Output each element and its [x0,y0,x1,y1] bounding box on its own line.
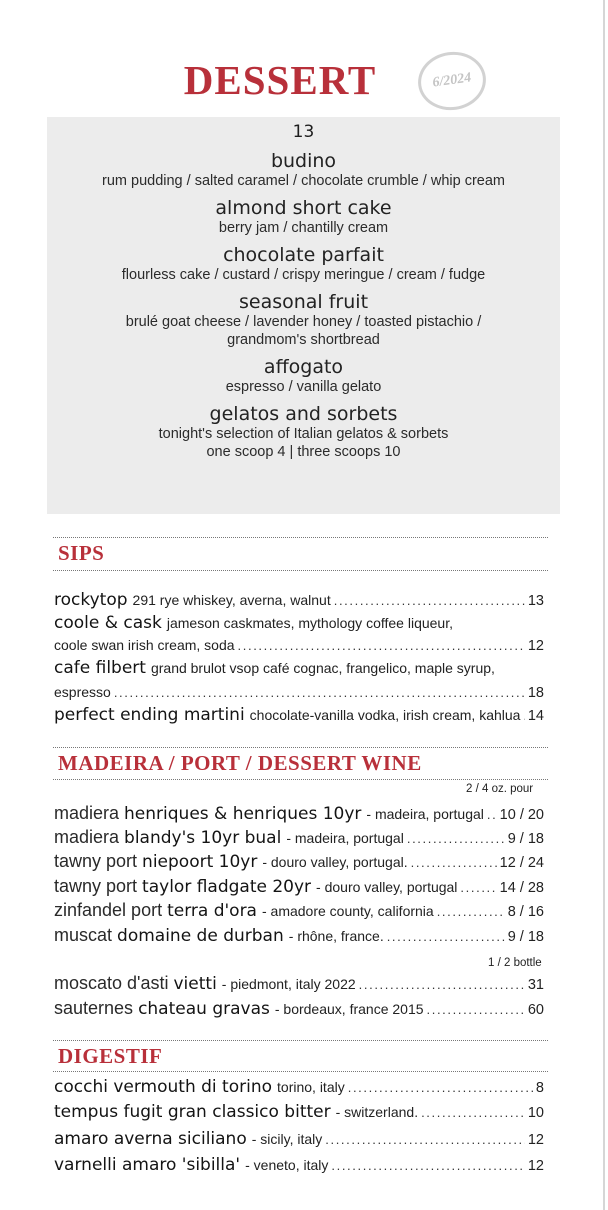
wine-price: 9 / 18 [507,831,544,847]
digestif-item [54,1102,544,1122]
digestif-origin: - veneto, italy [245,1157,329,1173]
dot-leader [359,977,525,992]
wine-bottle-item [54,998,544,1019]
date-stamp: 6/2024 [414,48,489,115]
menu-item-coole-cask [54,613,544,633]
wine-name: terra d'ora [167,901,257,921]
pour-note: 2 / 4 oz. pour [466,783,534,795]
wine-price: 31 [527,977,544,993]
wine-item [54,876,544,897]
item-description-line-2: coole swan irish cream, soda [54,637,235,653]
wine-name: blandy's 10yr bual [124,828,282,848]
dot-leader [238,638,525,653]
dessert-description: berry jam / chantilly cream [218,220,389,236]
digestif-name: cocchi vermouth di torino [54,1077,273,1097]
wine-item [54,900,544,921]
digestif-origin: - switzerland. [335,1104,419,1120]
wine-type: madiera [54,827,120,847]
dot-leader [114,685,525,700]
section-divider [53,747,548,748]
wine-name: domaine de durban [117,926,284,946]
dessert-description: espresso / vanilla gelato [225,379,382,395]
section-title-digestif: DIGESTIF [58,1044,163,1068]
wine-type: sauternes [54,998,134,1018]
digestif-price: 12 [527,1158,544,1174]
dot-leader [407,831,505,846]
wine-item [54,827,544,848]
wine-origin: - rhône, france. [288,928,384,944]
section-divider [53,570,548,571]
wine-name: niepoort 10yr [142,852,258,872]
wine-origin: - bordeaux, france 2015 [274,1001,424,1017]
dot-leader [325,1132,525,1147]
digestif-item [54,1155,544,1175]
item-description: chocolate-vanilla vodka, irish cream, kahlua [249,707,521,723]
wine-bottle-item [54,973,544,994]
item-description: grand brulot vsop café cognac, frangelico, maple syrup, [150,660,495,676]
dessert-name: almond short cake [215,197,392,219]
wine-price: 60 [527,1002,544,1018]
section-divider [53,779,548,780]
dot-leader [487,807,497,822]
dot-leader [437,904,505,919]
item-name: perfect ending martini [54,705,245,725]
dot-leader [411,855,497,870]
wine-name: vietti [173,974,217,994]
dessert-description: rum pudding / salted caramel / chocolate crumble / whip cream [102,173,505,189]
dot-leader [523,708,524,723]
wine-origin: - douro valley, portugal [316,879,458,895]
item-name: rockytop [54,590,128,610]
section-title-sips: SIPS [58,541,105,565]
wine-item [54,851,544,872]
dessert-item [47,356,560,396]
dot-leader [427,1002,525,1017]
section-divider [53,537,548,538]
item-description: 291 rye whiskey, averna, walnut [132,592,331,608]
bottle-note: 1 / 2 bottle [488,957,542,969]
dessert-description: flourless cake / custard / crispy meringue / cream / fudge [121,267,486,283]
wine-name: henriques & henriques 10yr [124,804,362,824]
digestif-origin: torino, italy [277,1079,345,1095]
digestif-name: amaro averna siciliano [54,1129,247,1149]
wine-item [54,925,544,946]
dessert-name: affogato [263,356,344,378]
page-edge [603,0,605,1210]
item-description: jameson caskmates, mythology coffee liqueur, [166,615,453,631]
item-price: 12 [527,638,544,654]
dessert-list [47,117,560,514]
wine-price: 10 / 20 [499,807,544,823]
wine-name: chateau gravas [138,999,270,1019]
menu-item-cafe-filbert [54,658,544,678]
wine-type: tawny port [54,851,138,871]
wine-origin: - douro valley, portugal. [262,854,408,870]
wine-price: 9 / 18 [507,929,544,945]
dessert-item [47,291,560,349]
section-divider [53,1071,548,1072]
section-title-wine: MADEIRA / PORT / DESSERT WINE [58,751,422,775]
dessert-price: 13 [292,122,315,142]
dot-leader [460,880,496,895]
dessert-name: seasonal fruit [238,291,369,313]
menu-item-rockytop [54,590,544,610]
dot-leader [334,593,525,608]
wine-type: moscato d'asti [54,973,169,993]
digestif-name: varnelli amaro 'sibilla' [54,1155,241,1175]
dessert-description: tonight's selection of Italian gelatos & sorbets [158,426,449,442]
menu-item-cafe-filbert-line-2 [54,684,544,701]
item-name: coole & cask [54,613,162,633]
dessert-name: gelatos and sorbets [209,403,398,425]
wine-type: zinfandel port [54,900,163,920]
wine-item [54,803,544,824]
wine-price: 8 / 16 [507,904,544,920]
wine-origin: - madeira, portugal [286,830,404,846]
dessert-description-line-2: grandmom's shortbread [227,332,380,348]
digestif-price: 8 [535,1080,544,1096]
wine-type: tawny port [54,876,138,896]
item-price: 18 [527,685,544,701]
dessert-name: chocolate parfait [223,244,384,266]
digestif-item [54,1077,544,1097]
menu-item-perfect-ending-martini [54,705,544,725]
wine-origin: - amadore county, california [261,903,434,919]
dot-leader [421,1105,525,1120]
dessert-description: brulé goat cheese / lavender honey / toasted pistachio / [125,314,482,330]
section-divider [53,1040,548,1041]
dessert-description-line-2: one scoop 4 | three scoops 10 [206,444,401,460]
dot-leader [387,929,505,944]
digestif-item [54,1129,544,1149]
item-name: cafe filbert [54,658,146,678]
wine-type: muscat [54,925,113,945]
wine-origin: - piedmont, italy 2022 [221,976,356,992]
wine-price: 14 / 28 [499,880,544,896]
dot-leader [348,1080,533,1095]
wine-name: taylor fladgate 20yr [142,877,312,897]
wine-price: 12 / 24 [499,855,544,871]
menu-item-coole-cask-line-2 [54,637,544,654]
wine-type: madiera [54,803,120,823]
dessert-item [47,244,560,284]
item-price: 14 [527,708,544,724]
digestif-price: 12 [527,1132,544,1148]
digestif-name: tempus fugit gran classico bitter [54,1102,331,1122]
dessert-item [47,150,560,190]
wine-origin: - madeira, portugal [366,806,484,822]
dessert-item [47,197,560,237]
dot-leader [331,1158,524,1173]
digestif-origin: - sicily, italy [251,1131,323,1147]
dessert-item [47,403,560,461]
item-description-line-2: espresso [54,684,111,700]
item-price: 13 [527,593,544,609]
dessert-name: budino [270,150,337,172]
digestif-price: 10 [527,1105,544,1121]
page-title: DESSERT [183,57,377,103]
